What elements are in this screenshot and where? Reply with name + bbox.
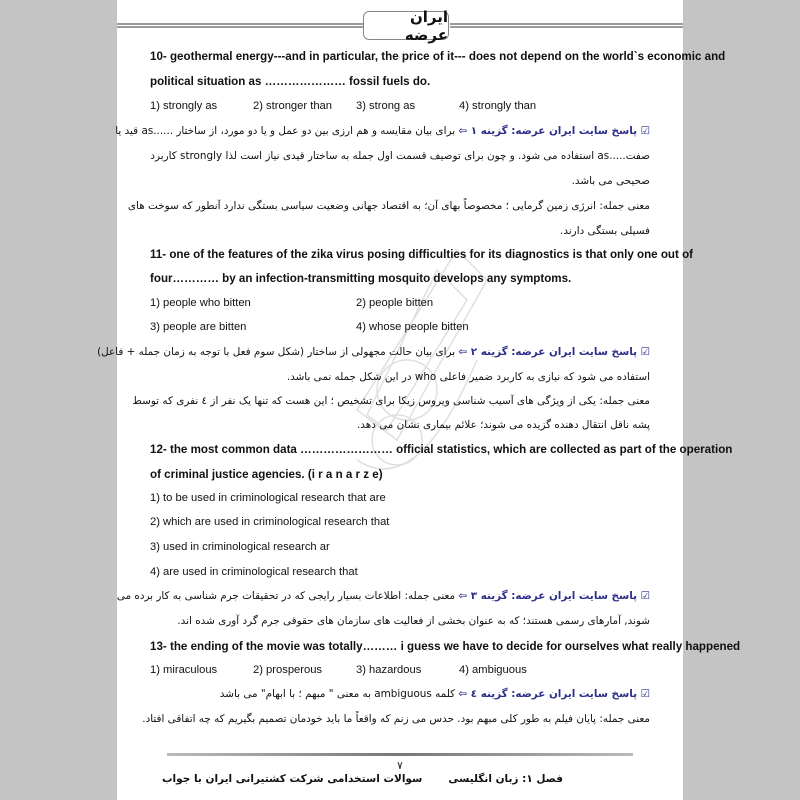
option-4: 4) whose people bitten [356, 321, 469, 333]
document-page [97, 0, 741, 800]
answer-10-line-1: ☑ پاسخ سایت ایران عرضه: گزینه ۱ ⇦ برای بیان مقایسه و هم ارزی بین دو عمل و یا دو مورد، از ساختار ......as قید یا [115, 125, 650, 137]
header-rule-right [450, 23, 683, 28]
page-number: ۷ [397, 760, 403, 772]
answer-13-line-1: ☑ پاسخ سایت ایران عرضه: گزینه ٤ ⇦ کلمه ambiguous به معنی " مبهم ؛ با ابهام" می باشد [219, 688, 650, 700]
meaning-10-line-1: معنی جمله: انرژی زمین گرمایی ؛ مخصوصاً بهای آن؛ به اقتصاد جهانی وضعیت سیاسی بستگی ندارد آنطور که سوخت های [127, 200, 650, 212]
question-11-line-2: four………… by an infection-transmitting mosquito develops any symptoms. [150, 272, 572, 285]
answer-10-label: ☑ پاسخ سایت ایران عرضه: گزینه ۱ ⇦ [458, 125, 650, 137]
option-2: 2) stronger than [253, 100, 332, 112]
option-1: 1) people who bitten [150, 297, 251, 309]
answer-12-line-2: شوند, آمارهای رسمی هستند؛ که به عنوان بخشی از فعالیت های سازمان های حقوقی جرم گرد آوری شده اند. [177, 615, 650, 627]
option-4: 4) ambiguous [459, 664, 527, 676]
question-12-option-1: 1) to be used in criminological research that are [150, 492, 386, 504]
answer-11-line-2: استفاده می شود که نیازی به کاربرد ضمیر فاعلی who در این شکل جمله نمی باشد. [286, 371, 650, 383]
answer-12-label: ☑ پاسخ سایت ایران عرضه: گزینه ۳ ⇦ [458, 590, 650, 602]
footer-rule [167, 753, 633, 756]
meaning-10-line-2: فسیلی بستگی دارند. [560, 225, 650, 237]
meaning-11-line-1: معنی جمله: یکی از ویژگی های آسیب شناسی ویروس زیکا برای تشخیص ؛ این هست که تنها یک نفر از ٤ نفری که توسط [132, 395, 650, 407]
option-4: 4) strongly than [459, 100, 537, 112]
header-rule-left [117, 23, 363, 28]
option-3: 3) people are bitten [150, 321, 247, 333]
option-3: 3) hazardous [356, 664, 422, 676]
question-13-line-1: 13- the ending of the movie was totally……… i guess we have to decide for ourselves what really happened [150, 640, 741, 653]
answer-11-label: ☑ پاسخ سایت ایران عرضه: گزینه ۲ ⇦ [458, 346, 650, 358]
answer-10-line-2: صفت.....as استفاده می شود. و چون برای توصیف قسمت اول جمله به ساختار قیدی نیاز است لذا strongly کاربرد [150, 150, 650, 162]
question-12-line-1: 12- the most common data …………………… official statistics, which are collected as part of the operation [150, 443, 733, 456]
question-12-option-2: 2) which are used in criminological research that [150, 516, 390, 528]
question-10-line-1: 10- geothermal energy---and in particular, the price of it--- does not depend on the world`s economic and [150, 50, 726, 63]
answer-11-line-1: ☑ پاسخ سایت ایران عرضه: گزینه ۲ ⇦ برای بیان حالت مجهولی از ساختار (شکل سوم فعل با توجه به زمان جمله + فاعل) [97, 346, 650, 358]
answer-10-line-3: صحیحی می باشد. [571, 175, 650, 187]
question-12-line-2: of criminal justice agencies. (i r a n a r z e) [150, 468, 383, 481]
meaning-11-line-2: پشه ناقل انتقال دهنده گزیده می شوند؛ علائم بیماری نشان می دهد. [356, 419, 650, 431]
footer-chapter-title: فصل ۱: زبان انگلیسی [448, 773, 563, 785]
footer-book-title: سوالات استخدامی شرکت کشتیرانی ایران با جواب [162, 773, 423, 785]
option-2: 2) prosperous [253, 664, 323, 676]
option-1: 1) strongly as [150, 100, 218, 112]
option-1: 1) miraculous [150, 664, 218, 676]
site-logo [363, 7, 449, 44]
option-3: 3) strong as [356, 100, 416, 112]
question-10-line-2: political situation as ………………… fossil fuels do. [150, 75, 431, 88]
meaning-13-line-1: معنی جمله: پایان فیلم به طور کلی مبهم بود. حدس می زنم که واقعاً ما باید خودمان تصمیم بگیریم که چه اتفاقی افتاد. [142, 713, 650, 725]
answer-13-label: ☑ پاسخ سایت ایران عرضه: گزینه ٤ ⇦ [458, 688, 650, 700]
question-12-option-4: 4) are used in criminological research that [150, 566, 358, 578]
option-2: 2) people bitten [356, 297, 434, 309]
logo-text: ایران عرضه [404, 7, 448, 44]
question-12-option-3: 3) used in criminological research ar [150, 541, 330, 553]
question-11-line-1: 11- one of the features of the zika virus posing difficulties for its diagnostics is that only one out of [150, 248, 694, 261]
answer-12-line-1: ☑ پاسخ سایت ایران عرضه: گزینه ۳ ⇦ معنی جمله: اطلاعات بسیار رایجی که در تحقیقات جرم شناسی به کار برده می [116, 590, 650, 602]
